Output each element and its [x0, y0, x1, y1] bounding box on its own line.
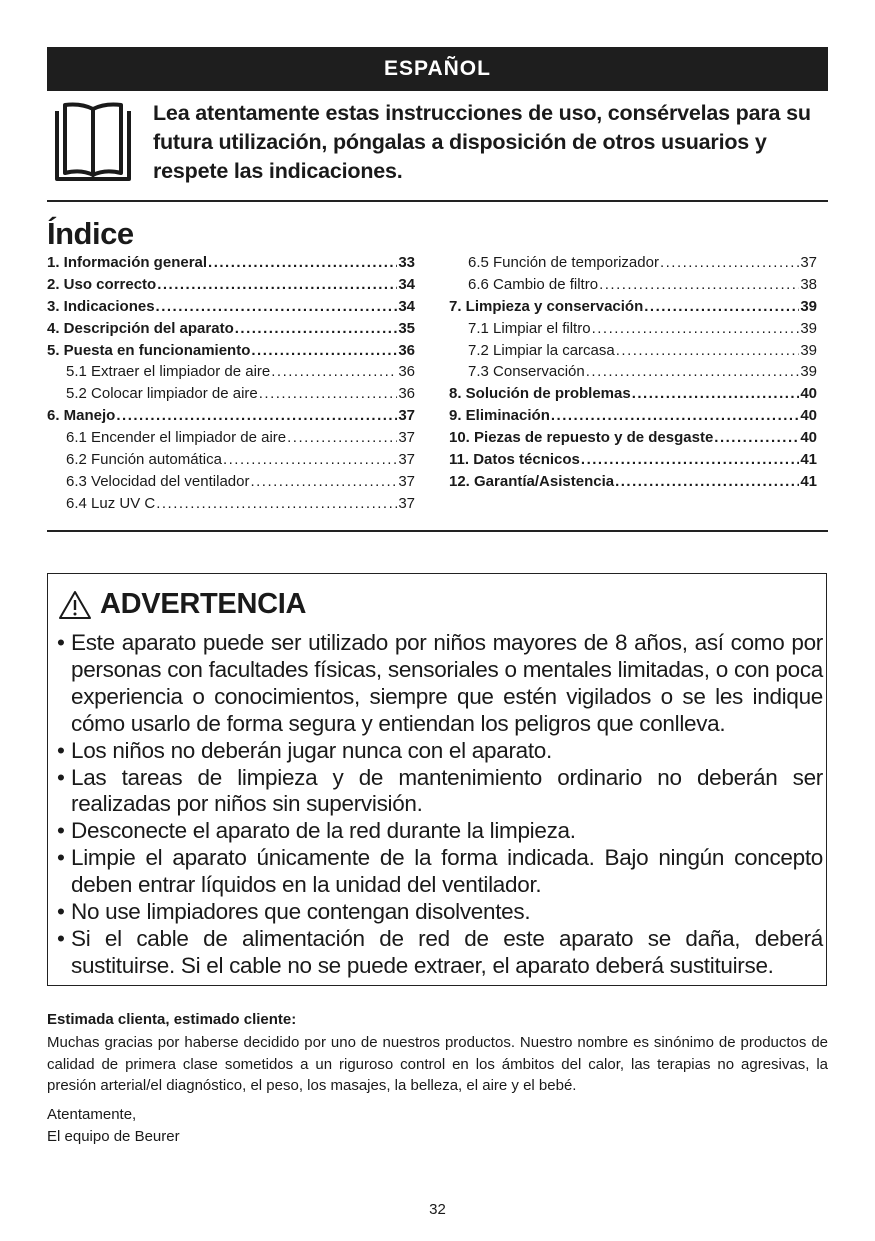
- toc-leader-dots: [586, 361, 800, 383]
- warning-item: • Las tareas de limpieza y de mantenimiento ordinario no deberán ser realizadas por niños sin supervisión.: [57, 765, 823, 819]
- toc-entry: [449, 296, 817, 318]
- toc-entry-label: 12. Garantía/Asistencia: [449, 472, 615, 490]
- toc-entry: [47, 274, 415, 296]
- toc-entry-label: 5.2 Colocar limpiador de aire: [66, 385, 258, 403]
- toc-entry: [449, 340, 817, 362]
- toc-entry: [47, 449, 415, 471]
- warning-triangle-icon: [58, 590, 92, 620]
- toc-entry-page: 37: [398, 429, 415, 447]
- warning-item: • Limpie el aparato únicamente de la forma indicada. Bajo ningún concepto deben entrar líquidos en la unidad del ventilador.: [57, 845, 823, 899]
- toc-entry-label: 7.3 Conservación: [468, 363, 585, 381]
- toc-entry: [47, 340, 415, 362]
- toc-entry-label: 6.6 Cambio de filtro: [468, 275, 599, 293]
- toc-entry: [47, 427, 415, 449]
- toc-leader-dots: [156, 493, 397, 515]
- greeting-body: Muchas gracias por haberse decidido por uno de nuestros productos. Nuestro nombre es sinónimo de productos de calidad de primera clase sometidos a un riguroso control en los ámbitos del calor, las terapias no agresivas, la presión arterial/el diagnóstico, el peso, los masajes, la belleza, el aire y el bebé.: [47, 1034, 828, 1094]
- toc-entry: [449, 471, 817, 493]
- toc-column-left: [47, 252, 415, 515]
- toc-leader-dots: [235, 318, 398, 340]
- toc-entry-page: 37: [800, 254, 817, 271]
- toc-leader-dots: [714, 427, 799, 449]
- warning-title: ADVERTENCIA: [100, 588, 307, 620]
- greeting-title: Estimada clienta, estimado cliente:: [47, 1011, 297, 1028]
- toc-leader-dots: [660, 252, 799, 274]
- toc-leader-dots: [644, 296, 799, 318]
- toc-entry: [449, 427, 817, 449]
- language-label: ESPAÑOL: [384, 57, 491, 80]
- toc-leader-dots: [223, 449, 397, 471]
- toc-entry-page: 40: [800, 429, 817, 447]
- toc-entry-label: 6.2 Función automática: [66, 451, 222, 469]
- toc-entry-page: 35: [398, 319, 415, 337]
- book-icon: [47, 101, 139, 183]
- toc-entry-label: 3. Indicaciones: [47, 297, 155, 315]
- warning-box: [47, 573, 827, 986]
- warning-item: • Si el cable de alimentación de red de este aparato se daña, deberá sustituirse. Si el cable no se puede extraer, el aparato deberá sustituirse.: [57, 926, 823, 980]
- toc-entry-label: 4. Descripción del aparato: [47, 319, 234, 337]
- warning-item: • Este aparato puede ser utilizado por niños mayores de 8 años, así como por personas con facultades físicas, sensoriales o mentales limitadas, o con poca experiencia o conocimientos, siempre que estén vigilados o se les indique cómo usarlo de forma segura y entiendan los peligros que conlleva.: [57, 630, 823, 738]
- toc-entry-label: 1. Información general: [47, 254, 208, 271]
- toc-entry: [47, 252, 415, 274]
- toc-entry-page: 37: [398, 472, 415, 490]
- toc-entry-label: 7.1 Limpiar el filtro: [468, 319, 591, 337]
- warning-list: [57, 630, 823, 980]
- toc-entry: [449, 405, 817, 427]
- toc-column-right: [449, 252, 817, 493]
- toc-entry-page: 40: [800, 407, 817, 425]
- toc-entry-label: 6.3 Velocidad del ventilador: [66, 472, 250, 490]
- toc-entry-page: 39: [800, 319, 817, 337]
- toc-title: Índice: [47, 216, 134, 251]
- toc-entry-label: 10. Piezas de repuesto y de desgaste: [449, 429, 714, 447]
- language-header: [47, 47, 828, 91]
- toc-entry-page: 34: [398, 297, 415, 315]
- toc-entry-label: 11. Datos técnicos: [449, 451, 580, 469]
- warning-item: • Desconecte el aparato de la red durante la limpieza.: [57, 818, 823, 845]
- toc-entry-label: 6.4 Luz UV C: [66, 494, 156, 512]
- warning-header: [58, 588, 306, 621]
- toc-entry: [449, 252, 817, 274]
- toc-leader-dots: [116, 405, 397, 427]
- closing: [47, 1104, 180, 1147]
- toc-entry-label: 5.1 Extraer el limpiador de aire: [66, 363, 271, 381]
- toc-entry: [449, 318, 817, 340]
- toc-entry-label: 7. Limpieza y conservación: [449, 297, 644, 315]
- divider: [47, 200, 828, 202]
- toc-entry: [47, 383, 415, 405]
- toc-leader-dots: [615, 471, 799, 493]
- toc-leader-dots: [156, 296, 398, 318]
- closing-signature: El equipo de Beurer: [47, 1127, 180, 1145]
- toc-leader-dots: [250, 471, 397, 493]
- warning-item: • Los niños no deberán jugar nunca con el aparato.: [57, 738, 823, 765]
- toc-entry-page: 39: [800, 297, 817, 315]
- toc-leader-dots: [259, 383, 398, 405]
- toc-entry-label: 6.5 Función de temporizador: [468, 254, 659, 271]
- toc-leader-dots: [208, 252, 397, 274]
- toc-entry-page: 41: [800, 472, 817, 490]
- toc-entry-page: 36: [398, 341, 415, 359]
- toc-entry-page: 39: [800, 341, 817, 359]
- toc-entry-page: 36: [398, 385, 415, 403]
- page-number: 32: [429, 1201, 446, 1218]
- toc-entry-page: 33: [398, 254, 415, 271]
- toc-entry: [47, 493, 415, 515]
- toc-leader-dots: [616, 340, 800, 362]
- toc-entry-page: 36: [398, 363, 415, 381]
- toc-entry-label: 9. Eliminación: [449, 407, 550, 425]
- toc-entry-label: 8. Solución de problemas: [449, 385, 631, 403]
- toc-leader-dots: [157, 274, 397, 296]
- toc-entry-label: 6.1 Encender el limpiador de aire: [66, 429, 287, 447]
- divider: [47, 530, 828, 532]
- toc-entry-page: 34: [398, 275, 415, 293]
- toc-entry: [47, 471, 415, 493]
- toc-entry-page: 38: [800, 275, 817, 293]
- toc-entry: [449, 383, 817, 405]
- toc-entry-page: 41: [800, 451, 817, 469]
- toc-entry-page: 37: [398, 407, 415, 425]
- toc-entry: [449, 361, 817, 383]
- toc-entry-label: 5. Puesta en funcionamiento: [47, 341, 251, 359]
- toc-entry-page: 37: [398, 451, 415, 469]
- toc-entry: [47, 405, 415, 427]
- closing-line: Atentamente,: [47, 1106, 137, 1123]
- toc-leader-dots: [287, 427, 397, 449]
- toc-leader-dots: [599, 274, 799, 296]
- toc-entry-page: 40: [800, 385, 817, 403]
- toc-entry: [449, 449, 817, 471]
- warning-item: • No use limpiadores que contengan disolventes.: [57, 899, 823, 926]
- toc-leader-dots: [251, 340, 397, 362]
- toc-entry-label: 2. Uso correcto: [47, 275, 157, 293]
- toc-entry: [449, 274, 817, 296]
- toc-leader-dots: [592, 318, 800, 340]
- toc-entry: [47, 296, 415, 318]
- intro-text: Lea atentamente estas instrucciones de uso, consérvelas para su futura utilización, póngalas a disposición de otros usuarios y respete las indicaciones.: [153, 101, 811, 183]
- toc-leader-dots: [551, 405, 799, 427]
- toc-leader-dots: [271, 361, 397, 383]
- toc-entry: [47, 318, 415, 340]
- toc-entry-page: 39: [800, 363, 817, 381]
- toc-entry-label: 7.2 Limpiar la carcasa: [468, 341, 615, 359]
- toc-leader-dots: [581, 449, 799, 471]
- toc-entry: [47, 361, 415, 383]
- toc-entry-page: 37: [398, 494, 415, 512]
- toc-entry-label: 6. Manejo: [47, 407, 116, 425]
- toc-leader-dots: [632, 383, 800, 405]
